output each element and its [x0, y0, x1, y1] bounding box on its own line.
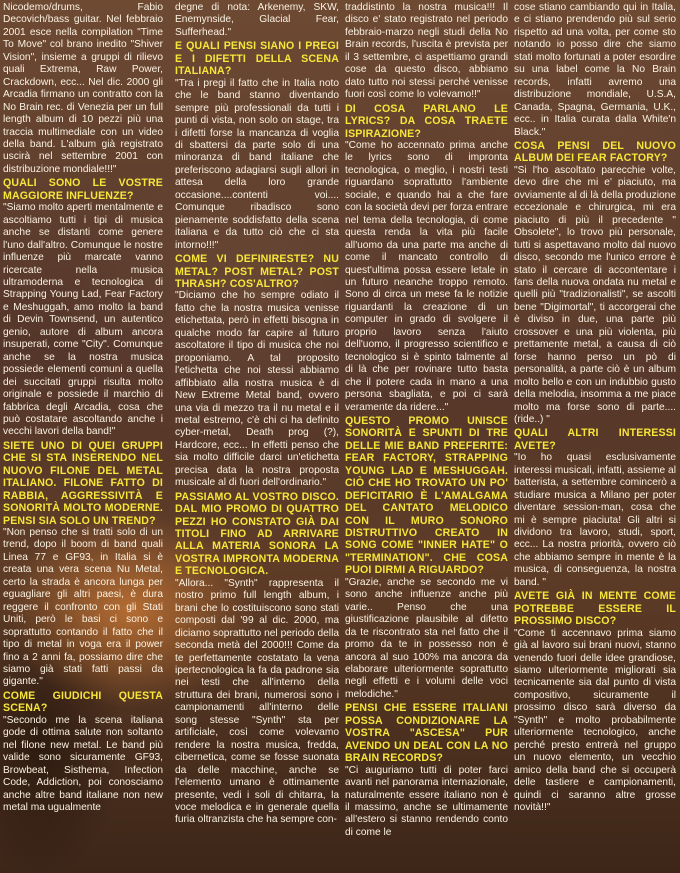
interview-answer: degne di nota: Arkenemy, SKW, Enemynside, Glacial Fear, Sufferhead."	[175, 2, 339, 38]
interview-answer: "Ci auguriamo tutti di poter farci avanti nel panorama internazionale, naturalmente essere italiano non è il massimo, anche se ultimamente all'estero si stanno rendendo conto di come le	[345, 764, 508, 838]
interview-answer: "Come ti accennavo prima siamo già al lavoro sui brani nuovi, stanno venendo fuori delle idee grandiose, siamo ulteriormente migliorati sia tecnicamente sia dal punto di vista compositivo, sicuramente il prossimo disco sarà diverso da "Synth" e molto probabilmente ulteriormente tecnologico, anche perché presto entrerà nel gruppo un nuovo elemento, un vecchio amico della band che si occuperà delle tastiere e campionamenti, quindi ci saranno altre grosse novità!!"	[514, 627, 676, 813]
interview-question: COME GIUDICHI QUESTA SCENA?	[3, 689, 163, 715]
interview-question: COSA PENSI DEL NUOVO ALBUM DEI FEAR FACTORY?	[514, 139, 676, 165]
interview-question: E QUALI PENSI SIANO I PREGI E I DIFETTI DELLA SCENA ITALIANA?	[175, 40, 339, 78]
interview-question: PENSI CHE ESSERE ITALIANI POSSA CONDIZIONARE LA VOSTRA "ASCESA" PUR AVENDO UN DEAL CON LA NO BRAIN RECORDS?	[345, 702, 508, 765]
interview-answer: "Siamo molto aperti mentalmente e ascoltiamo tutti i tipi di musica anche se distanti come genere l'uno dall'altro. Comunque le nostre influenze più marcate vanno ricercate nella musica ultramoderna e tecnologica di Strapping Young Lad, Fear Factory e Meshuggah, amo molto la band di Devin Townsend, un autentico genio, autore di album ancora insuperati, come "City". Comunque anche se la nostra musica possiede elementi comuni a quella dei succitati gruppi risulta molto originale e possiede il marchio di fabbrica degli Arcadia, cosa che può costatare ascoltando anche i vecchi lavori della band!"	[3, 202, 163, 438]
interview-question: DI COSA PARLANO LE LYRICS? DA COSA TRAETE ISPIRAZIONE?	[345, 102, 508, 140]
interview-question: QUALI ALTRI INTERESSI AVETE?	[514, 427, 676, 452]
interview-question: QUALI SONO LE VOSTRE MAGGIORE INFLUENZE?	[3, 177, 163, 202]
interview-answer: "Non penso che si tratti solo di un trend, dopo il boom di band quali Linea 77 e GF93, in Italia si è creata una vera scena Nu Metal, certo la strada è ancora lunga per eguagliare gli altri paesi, è dura reggere il confronto con gli Stati Uniti, però le basi ci sono e soprattutto contando il fatto che il tipo di metal in voga era il power fino a 2 anni fa, possiamo dire che siamo già stati fatti passi da gigante."	[3, 527, 163, 688]
article-column-3	[345, 2, 508, 873]
article-column-2	[175, 2, 339, 873]
article-column-1	[3, 2, 163, 873]
interview-answer: "Tra i pregi il fatto che in Italia noto che le band stanno diventando sempre più professionali da tutti i punti di vista, non solo on stage, tra i difetti forse la mancanza di voglia di sbattersi da parte solo di una minoranza di band italiane che preferiscono adagiarsi sugli allori in attesa della loro grande occasione....contenti voi.... Comunque ribadisco sono pienamente soddisfatto della scena italiana e da tutto ciò che ci sta intorno!!!"	[175, 77, 339, 251]
interview-answer: traddistinto la nostra musica!!! Il disco e' stato registrato nel periodo febbraio-marzo negli studi della No Brain records, l'uscita è prevista per il 3 settembre, ci aspettiamo grandi cose da questo disco, abbiamo dato tutto noi stessi perché venisse fuori così come lo volevamo!!"	[345, 2, 508, 101]
interview-answer: cose stiano cambiando qui in Italia, e ci stiano prendendo più sul serio rispetto ad una volta, per come sto notando io posso dire che siamo stati molto fortunati a poter esordire su una label come la No Brain records, infatti avremo una distribuzione mondiale, U.S.A, Canada, Spagna, Germania, U.K., ecc.. in Italia curata dalla White'n Black."	[514, 2, 676, 138]
interview-question: QUESTO PROMO UNISCE SONORITÀ E SPUNTI DI TRE DELLE MIE BAND PREFERITE: FEAR FACTORY, STRAPPING YOUNG LAD E MESHUGGAH. CIÒ CHE HO TROVATO UN PO' DEFICITARIO È L'AMALGAMA DEL CANTATO MELODICO CON IL MURO SONORO DISTRUTTIVO CREATO IN SONG COME "INNER HATE" O "TERMINATION". CHE COSA PUOI DIRMI A RIGUARDO?	[345, 414, 508, 577]
interview-question: COME VI DEFINIRESTE? NU METAL? POST METAL? POST THRASH? COS'ALTRO?	[175, 253, 339, 290]
interview-answer: "Diciamo che ho sempre odiato il fatto che la nostra musica venisse etichettata, però in effetti bisogna in qualche modo far capire al futuro ascoltatore il tipo di musica che noi proponiamo. A tal proposito l'etichetta che noi stessi abbiamo affibbiato alla nostra musica è di New Extreme Metal band, ovvero una via di mezzo tra il nu metal e il metal estremo, c'è chi ci ha definito cyber-metal, Death prog (?), Hardcore, ecc... In effetti penso che sia molto difficile darci un'etichetta precisa data la nostra proposta musicale al di fuori dell'ordinario."	[175, 290, 339, 489]
interview-answer: "Grazie, anche se secondo me vi sono anche influenze anche più varie.. Penso che una giustificazione plausibile al difetto da te riscontrato sta nel fatto che il promo da te in possesso non è ancora al suo 100% ma ancora da elaborare ulteriormente soprattutto negli effetti e i volumi delle voci melodiche."	[345, 576, 508, 700]
interview-question: PASSIAMO AL VOSTRO DISCO. DAL MIO PROMO DI QUATTRO PEZZI HO CONSTATO GIÀ DAI TITOLI FINO AD ARRIVARE ALLA MATERIA SONORA LA VOSTRA IMPRONTA MODERNA E TECNOLOGICA.	[175, 490, 339, 578]
interview-answer: "Si l'ho ascoltato parecchie volte, devo dire che mi e' piaciuto, ma ovviamente al di là della produzione eccezionale e chirurgica, mi era piaciuto di più il precedente " Obsolete", lo trovo più personale, tutti si aspettavano molto dal nuovo disco, secondo me l'unico errore è stato il cercare di accontentare i fans della nuova ondata nu metal e quelli più "tradizionalisti", se ascolti bene "Digimortal", ti accorgerai che è diviso in due, una parte più crossover e una più violenta, più prettamente metal, a causa di ciò forse hanno perso un pò di personalità, a parte ciò è un album molto bello e con un indubbio gusto della melodia, insomma a me piace molto ma forse sono di parte.... (ride..) "	[514, 164, 676, 425]
article-column-4	[514, 2, 676, 873]
interview-answer: "Come ho accennato prima anche le lyrics sono di impronta tecnologica, o meglio, i nostri testi riguardano soprattutto l'ambiente sociale, e quando hai a che fare con la società devi per forza entrare nel tema della tecnologia, di come questa renda la vita più facile all'uomo da una parte ma anche di come il mancato controllo di quest'ultima possa essere letale in un futuro neanche troppo remoto. Sono di circa un mese fa le notizie riguardanti la creazione di un computer in grado di svolgere il proprio lavoro senza l'aiuto dell'uomo, il progresso scientifico e tecnologico si è spinto talmente al di là che per rovinare tutto basta che il potere cada in mano a una persona sbagliata, e poi ci sarà veramente da ridere..."	[345, 139, 508, 413]
interview-answer: "Secondo me la scena italiana gode di ottima salute non soltanto nel filone new metal. Le band più valide sono sicuramente GF93, Browbeat, Sisthema, Infection Code, Addiction, poi conosciamo anche altre band italiane non new metal ma ugualmente	[3, 714, 163, 813]
interview-answer: "Allora... "Synth" rappresenta il nostro primo full length album, i brani che lo costituiscono sono stati composti dal '99 al dic. 2000, ma diciamo soprattutto nel periodo della seconda metà del 2000!!! Come da te perfettamente costatato la vena ipertecnologica la fa da padrone sia nei testi che all'interno della struttura dei brani, numerosi sono i campionamenti all'interno delle song stesse "Synth" sta per artificiale, così come volevamo rendere la nostra musica, fredda, cibernetica, come se fosse suonata da delle macchine, anche se l'elemento umano è ottimamente presente, vedi i soli di chitarra, la voce melodica e in generale quella furia oltranzista che ha sempre con-	[175, 577, 339, 826]
interview-answer: Nicodemo/drums, Fabio Decovich/bass guitar. Nel febbraio 2001 esce nella compilation "Time To Move" col brano inedito "Shiver Vision", insieme a gruppi di rilievo quali Extrema, Raw Power, Crackdown, ecc... Nel dic. 2000 gli Arcadia firmano un contratto con la No Brain rec. di Venezia per un full length album di 10 pezzi più una traccia multimediale con un video della band. L'album già registrato uscirà nel settembre 2001 con distribuzione mondiale!!!"	[3, 2, 163, 175]
interview-question: AVETE GIÀ IN MENTE COME POTREBBE ESSERE IL PROSSIMO DISCO?	[514, 590, 676, 628]
interview-answer: "Io ho quasi esclusivamente interessi musicali, infatti, assieme al batterista, a settembre comincerò a studiare musica a Milano per poter diventare session-man, cosa che mi è sempre piaciuta! Gli altri si dividono tra lavoro, studi, sport, ecc... La nostra priorità, ovvero ciò che abbiamo sempre in mente è la musica, di conseguenza, la nostra band. "	[514, 452, 676, 588]
interview-question: SIETE UNO DI QUEI GRUPPI CHE SI STA INSERENDO NEL NUOVO FILONE DEL METAL ITALIANO. FILONE FATTO DI RABBIA, AGGRESSIVITÀ E SONORITÀ MOLTO MODERNE. PENSI SIA SOLO UN TREND?	[3, 439, 163, 527]
